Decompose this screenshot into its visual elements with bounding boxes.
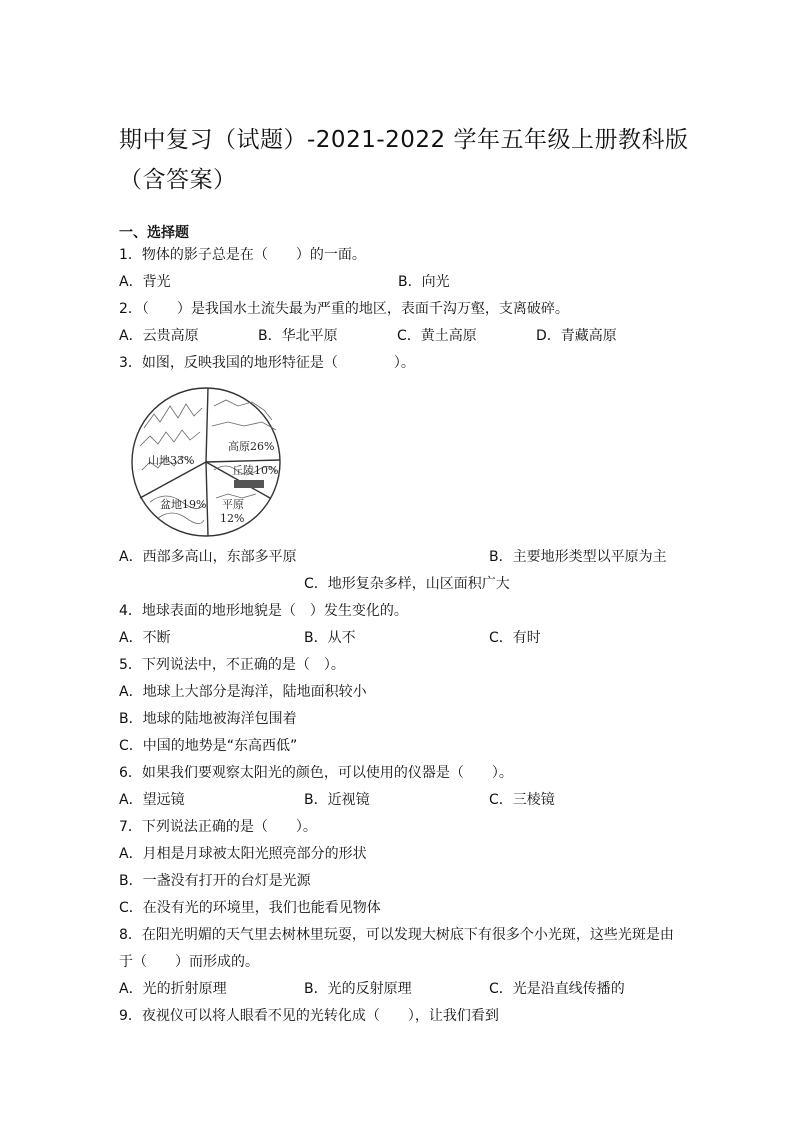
terrain-pie-chart <box>130 386 282 538</box>
plateau-sketch-1 <box>214 400 272 420</box>
question-3-option-b: B．主要地形类型以平原为主 <box>489 549 667 565</box>
question-7-option-a: A．月相是月球被太阳光照亮部分的形状 <box>119 846 367 862</box>
question-2-option-b: B．华北平原 <box>258 328 338 344</box>
pie-divider-top <box>206 388 208 462</box>
page-title <box>119 120 719 200</box>
question-3-option-a: A．西部多高山，东部多平原 <box>119 549 297 565</box>
plateau-sketch-2 <box>212 422 276 430</box>
question-6-option-a: A．望远镜 <box>119 792 185 808</box>
question-3-option-c: C．地形复杂多样，山区面积广大 <box>304 576 510 592</box>
question-7-stem: 7．下列说法正确的是（ ）。 <box>119 819 317 835</box>
question-5-option-a: A．地球上大部分是海洋，陆地面积较小 <box>119 684 367 700</box>
question-5-option-c: C．中国的地势是“东高西低” <box>119 738 298 754</box>
question-8-option-a: A．光的折射原理 <box>119 981 227 997</box>
question-4-stem: 4．地球表面的地形地貌是（ ）发生变化的。 <box>119 603 408 619</box>
pie-divider-right <box>206 460 280 462</box>
question-6-option-c: C．三棱镜 <box>489 792 555 808</box>
question-9-stem: 9．夜视仪可以将人眼看不见的光转化成（ ），让我们看到 <box>119 1008 499 1024</box>
question-1-stem: 1．物体的影子总是在（ ）的一面。 <box>119 247 366 263</box>
basin-sketch-2 <box>158 513 204 524</box>
question-8-stem-line-1: 8．在阳光明媚的天气里去树林里玩耍，可以发现大树底下有很多个小光斑，这些光斑是由 <box>119 927 674 943</box>
plain-building-mark <box>234 480 264 488</box>
question-7-option-b: B．一盏没有打开的台灯是光源 <box>119 873 311 889</box>
pie-label-plateau: 高原26% <box>228 440 275 453</box>
mountain-sketch-1 <box>144 404 202 428</box>
question-2-stem: 2．（ ）是我国水土流失最为严重的地区，表面千沟万壑，支离破碎。 <box>119 301 569 317</box>
question-8-option-c: C．光是沿直线传播的 <box>489 981 625 997</box>
question-6-option-b: B．近视镜 <box>304 792 370 808</box>
question-4-option-c: C．有时 <box>489 630 541 646</box>
title-line-2: （含答案） <box>119 167 237 193</box>
pie-label-plain-percent: 12% <box>220 512 245 525</box>
question-4-option-a: A．不断 <box>119 630 171 646</box>
title-line-1: 期中复习（试题）-2021-2022 学年五年级上册教科版 <box>119 127 689 153</box>
question-5-stem: 5．下列说法中，不正确的是（ ）。 <box>119 657 345 673</box>
pie-label-mountain: 山地33% <box>148 454 195 467</box>
section-heading: 一、选择题 <box>119 225 189 241</box>
pie-divider-lower-left <box>140 462 206 498</box>
question-6-stem: 6．如果我们要观察太阳光的颜色，可以使用的仪器是（ ）。 <box>119 765 513 781</box>
question-8-stem-line-2: 于（ ）而形成的。 <box>119 954 259 970</box>
question-8-option-b: B．光的反射原理 <box>304 981 412 997</box>
question-7-option-c: C．在没有光的环境里，我们也能看见物体 <box>119 900 381 916</box>
question-2-option-a: A．云贵高原 <box>119 328 199 344</box>
question-1-option-a: A．背光 <box>119 274 171 290</box>
question-4-option-b: B．从不 <box>304 630 356 646</box>
question-1-option-b: B．向光 <box>398 274 450 290</box>
pie-label-basin: 盆地19% <box>160 498 207 511</box>
mountain-sketch-2 <box>140 430 200 446</box>
pie-label-plain: 平原 <box>222 498 244 511</box>
question-2-option-c: C．黄土高原 <box>397 328 477 344</box>
question-5-option-b: B．地球的陆地被海洋包围着 <box>119 711 297 727</box>
question-2-option-d: D．青藏高原 <box>536 328 617 344</box>
pie-label-hills: 丘陵10% <box>232 464 279 477</box>
question-3-stem: 3．如图，反映我国的地形特征是（ ）。 <box>119 355 415 371</box>
